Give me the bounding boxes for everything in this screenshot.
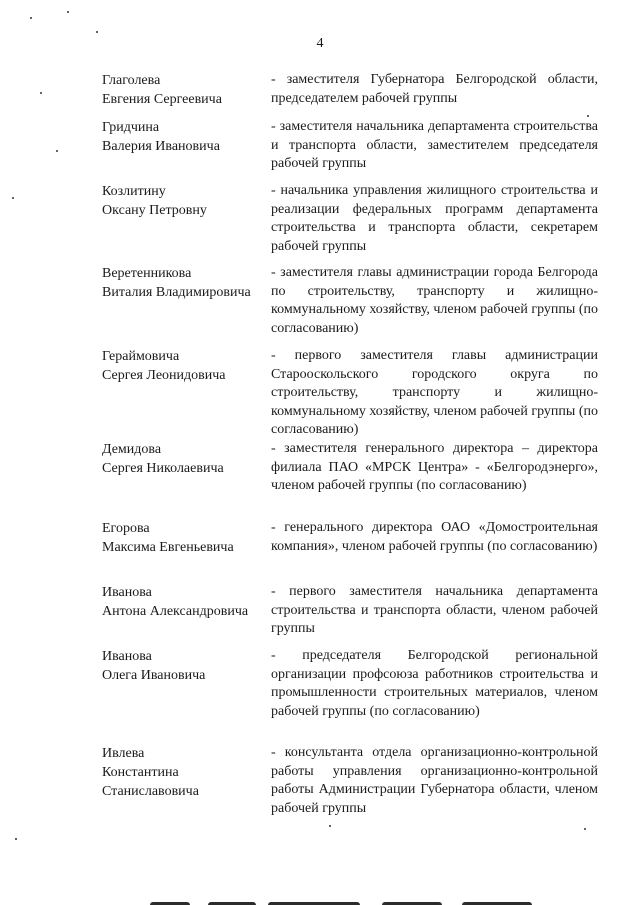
scan-speck — [329, 825, 331, 827]
member-given-names: Станиславовича — [102, 784, 199, 799]
scan-speck — [56, 150, 58, 152]
member-surname: Веретенникова — [102, 266, 192, 281]
scan-speck — [67, 11, 69, 13]
member-given-names: Сергея Николаевича — [102, 461, 224, 476]
member-role: - заместителя генерального директора – директора филиала ПАО «МРСК Центра» - «Белгородэнерго», членом рабочей группы (по согласованию) — [271, 441, 598, 493]
member-role: - председателя Белгородской региональной организации профсоюза работников строительства и промышленности строительных материалов, членом рабочей группы (по согласованию) — [271, 648, 598, 719]
scan-speck — [15, 838, 17, 840]
page-number: 4 — [316, 36, 324, 51]
member-surname: Егорова — [102, 521, 150, 536]
member-surname: Гридчина — [102, 120, 160, 135]
scan-speck — [30, 17, 32, 19]
member-role: - заместителя начальника департамента строительства и транспорта области, заместителем председателя рабочей группы — [271, 119, 598, 171]
member-name — [102, 118, 272, 156]
member-given-names: Сергея Леонидовича — [102, 368, 226, 383]
member-given-names: Евгения Сергеевича — [102, 92, 222, 107]
member-name — [102, 264, 272, 302]
member-name — [102, 347, 272, 385]
scan-speck — [587, 115, 589, 117]
member-surname: Демидова — [102, 442, 162, 457]
member-given-names: Виталия Владимировича — [102, 285, 251, 300]
member-name — [102, 440, 272, 478]
member-name — [102, 71, 272, 109]
scan-speck — [12, 197, 14, 199]
member-name — [102, 583, 272, 621]
member-role: - заместителя Губернатора Белгородской области, председателем рабочей группы — [271, 72, 598, 106]
member-surname: Глаголева — [102, 73, 161, 88]
member-role: - консультанта отдела организационно-контрольной работы управления организационно-контрольной работы Администрации Губернатора области, членом рабочей группы — [271, 745, 598, 816]
member-given-names: Антона Александровича — [102, 604, 249, 619]
member-role: - первого заместителя начальника департамента строительства и транспорта области, членом рабочей группы — [271, 584, 598, 636]
member-given-names: Максима Евгеньевича — [102, 540, 234, 555]
member-given-names: Олега Ивановича — [102, 668, 206, 683]
member-role: - первого заместителя главы администрации Старооскольского городского округа по строительству, транспорту и жилищно-коммунальному хозяйству, членом рабочей группы (по согласованию) — [271, 348, 598, 437]
member-surname: Иванова — [102, 585, 152, 600]
scan-edge-shadow — [150, 896, 570, 905]
scan-speck — [40, 92, 42, 94]
member-surname: Гераймовича — [102, 349, 180, 364]
member-given-names: Валерия Ивановича — [102, 139, 220, 154]
member-name — [102, 744, 272, 801]
member-surname: Иванова — [102, 649, 152, 664]
member-surname: Ивлева — [102, 746, 145, 761]
member-name — [102, 182, 272, 220]
scan-speck — [584, 828, 586, 830]
member-given-names: Оксану Петровну — [102, 203, 207, 218]
member-role: - генерального директора ОАО «Домостроительная компания», членом рабочей группы (по согласованию) — [271, 520, 598, 554]
scan-speck — [96, 31, 98, 33]
member-name — [102, 647, 272, 685]
member-given-names: Константина — [102, 765, 179, 780]
member-name — [102, 519, 272, 557]
member-role: - заместителя главы администрации города Белгорода по строительству, транспорту и жилищно-коммунальному хозяйству, членом рабочей группы (по согласованию) — [271, 265, 598, 336]
member-surname: Козлитину — [102, 184, 166, 199]
member-role: - начальника управления жилищного строительства и реализации федеральных программ департамента строительства и транспорта области, секретарем рабочей группы — [271, 183, 598, 254]
